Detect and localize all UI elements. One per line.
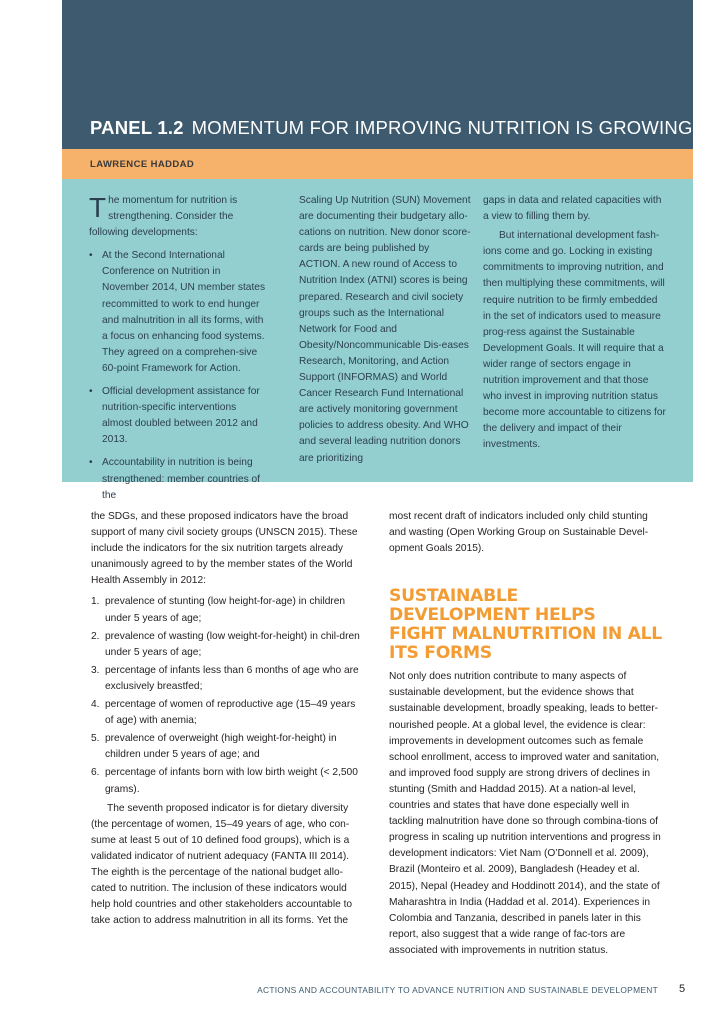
- list-number: 2.: [91, 630, 100, 642]
- body-paragraph: Not only does nutrition contribute to many aspects of sustainable development, but the evidence shows that sustainable development, broadly speaking, leads to better-nourished people. At a global level, the evidence is clear: improvements in development outcomes such as female school enrollment, access to improved water and sanitation, and improved food supply are strong drivers of declines in stunting (Smith and Haddad 2015). At a nation-al level, countries and states that have done especially well in tackling malnutrition have done so through combina-tions of progress in scaling up nutrition interventions and progress in development indicators: Viet Nam (O’Donnell et al. 2009), Brazil (Monteiro et al. 2009), Bangladesh (Headey et al. 2015), Nepal (Headey and Hoddinott 2014), and the state of Maharashtra in India (Haddad et al. 2014). Experiences in Colombia and Tanzania, described in panels later in this report, also suggest that a wide range of fac-tors are associated with improvements in nutrition status.: [389, 671, 661, 956]
- author-band: [62, 149, 693, 179]
- list-text: percentage of infants less than 6 months of age who are exclusively breastfed;: [105, 664, 359, 692]
- indicator-item: [91, 663, 365, 695]
- list-text: percentage of infants born with low birth weight (< 2,500 grams).: [105, 767, 358, 795]
- list-text: percentage of women of reproductive age (15–49 years of age) with anemia;: [105, 699, 356, 727]
- section-heading-line: SUSTAINABLE DEVELOPMENT HELPS: [389, 586, 596, 626]
- panel-header-band: [62, 0, 693, 149]
- panel-box: [62, 179, 693, 501]
- panel-bullet-list: [89, 248, 269, 503]
- panel-title-text: MOMENTUM FOR IMPROVING NUTRITION IS GROWING: [191, 117, 693, 138]
- panel-bullet: • At the Second International Conference on Nutrition in November 2014, UN member states recommitted to work to end hunger and malnutrition in all its forms, with a focus on enhancing food systems. They agreed on a comprehen-sive 60-point Framework for Action.: [89, 248, 269, 377]
- body-paragraph: most recent draft of indicators included only child stunting and wasting (Open Working Group on Sustainable Devel-opment Goals 2015).: [389, 511, 649, 555]
- panel-number: PANEL 1.2: [90, 117, 184, 138]
- indicator-item: [91, 594, 365, 626]
- panel-title: [90, 117, 693, 139]
- indicator-item: [91, 765, 365, 797]
- page-number: 5: [679, 983, 686, 995]
- panel-column-3: [483, 193, 667, 454]
- panel-intro-text: he momentum for nutrition is strengthening. Consider the following developments:: [89, 195, 238, 239]
- panel-paragraph: gaps in data and related capacities with a view to filling them by.: [483, 195, 662, 223]
- panel-paragraph: But international development fash-ions come and go. Locking in existing commitments to improving nutrition, and then multiplying these commitments, will require nutrition to be firmly embedded in the set of indicators used to measure prog-ress against the Sustainable Development Goals. It will require that a wider range of sectors engage in nutrition improvement and that those who invest in improving nutrition status become more accountable to citizens for the delivery and impact of their investments.: [483, 230, 666, 451]
- panel-bullet: • Official development assistance for nutrition-specific interventions almost doubled between 2012 and 2013.: [89, 384, 269, 448]
- panel-paragraph: Scaling Up Nutrition (SUN) Movement are documenting their budgetary allo-cations on nutrition. New donor score-cards are being published by ACTION. A new round of Access to Nutrition Index (ATNI) scores is being prepared. Research and civil society groups such as the International Network for Food and Obesity/Noncommunicable Dis-eases Research, Monitoring, and Action Support (INFORMAS) and World Cancer Research Fund International are actively monitoring government policies to address obesity. And WHO and several leading nutrition donors are prioritizing: [299, 195, 471, 464]
- body-paragraph: the SDGs, and these proposed indicators have the broad support of many civil society groups (UNSCN 2015). These include the indicators for the six nutrition targets already unanimously agreed to by the member states of the World Health Assembly in 2012:: [91, 511, 358, 587]
- body-paragraph: The seventh proposed indicator is for dietary diversity (the percentage of women, 15–49 years of age, who con-sume at least 5 out of 10 defined food groups), which is a validated indicator of nutrient adequacy (FANTA III 2014). The eighth is the percentage of the national budget allo-cated to nutrition. The inclusion of these indicators would help hold countries and other stakeholders accountable to take action to address malnutrition in all its forms. Yet the: [91, 802, 353, 927]
- panel-column-1: [89, 193, 269, 504]
- body-column-2: [389, 509, 663, 959]
- list-text: prevalence of stunting (low height-for-age) in children under 5 years of age;: [105, 596, 346, 624]
- body-column-1: [91, 509, 365, 929]
- panel-intro: [89, 193, 269, 241]
- indicator-list: [91, 594, 365, 797]
- indicator-item: [91, 697, 365, 729]
- list-text: prevalence of overweight (high weight-for-height) in children under 5 years of age; and: [105, 733, 337, 761]
- list-number: 6.: [91, 767, 100, 779]
- list-text: prevalence of wasting (low weight-for-height) in chil-dren under 5 years of age;: [105, 630, 360, 658]
- list-number: 5.: [91, 733, 100, 745]
- panel-bullet: • Accountability in nutrition is being strengthened: member countries of the: [89, 455, 269, 503]
- indicator-item: [91, 731, 365, 763]
- panel-author: LAWRENCE HADDAD: [90, 159, 195, 170]
- section-heading-line: FIGHT MALNUTRITION IN ALL ITS FORMS: [389, 624, 662, 664]
- list-number: 3.: [91, 664, 100, 676]
- indicator-item: [91, 629, 365, 661]
- drop-cap: T: [89, 192, 107, 223]
- list-number: 1.: [91, 596, 100, 608]
- section-heading: [389, 587, 663, 663]
- running-footer: ACTIONS AND ACCOUNTABILITY TO ADVANCE NUTRITION AND SUSTAINABLE DEVELOPMENT: [257, 985, 658, 995]
- list-number: 4.: [91, 699, 100, 711]
- panel-column-2: [299, 193, 471, 467]
